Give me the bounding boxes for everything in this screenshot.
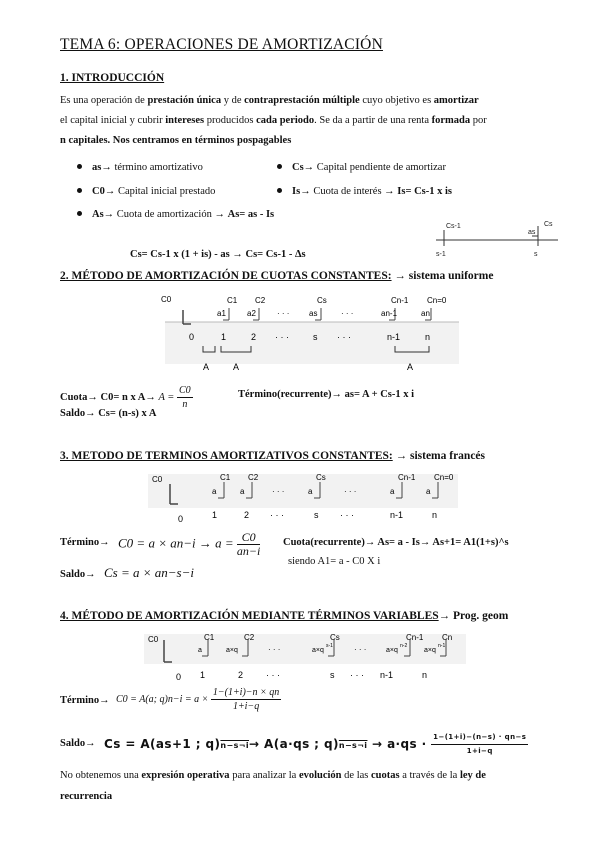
tick-label: n (425, 332, 431, 342)
capital-label: C2 (244, 633, 255, 642)
termino-label: Término→ (60, 537, 110, 548)
bullet-as: as→ término amortizativo (77, 162, 203, 173)
tick-label: n-1 (380, 670, 394, 680)
capital-label: C1 (227, 296, 238, 305)
tick-label: 0 (178, 514, 184, 524)
tick-label: 0 (176, 672, 182, 682)
bullet-icon (277, 188, 282, 193)
cuota-A: A (233, 362, 240, 372)
mini-tick-prev: s-1 (436, 251, 446, 258)
timeline-diagram-uniform (155, 290, 465, 380)
cuota-A: A (203, 362, 210, 372)
mini-a-s: as (528, 229, 536, 236)
final-line-2: recurrencia (60, 791, 113, 802)
term-exp: n-2 (400, 643, 408, 649)
siendo-text: siendo A1= a - C0 X i (288, 556, 381, 567)
term-label: a (240, 487, 245, 496)
intro-line-2: el capital inicial y cubrir intereses producidos cada periodo. Se da a partir de una renta formada por (60, 115, 487, 126)
bullet-is: Is→ Cuota de interés → Is= Cs-1 x is (277, 186, 452, 197)
termino-formula: Término(recurrente)→ as= A + Cs-1 x i (238, 389, 415, 400)
dots: · · · (344, 487, 357, 496)
capital-label: Cn-1 (398, 473, 416, 482)
term-label: a2 (247, 309, 256, 318)
formula-cs: Cs= Cs-1 x (1 + is) - as → Cs= Cs-1 - Δs (130, 249, 306, 260)
capital-label: Cs (316, 473, 326, 482)
section-1-heading: 1. INTRODUCCIÓN (60, 72, 165, 84)
dots: · · · (277, 309, 290, 318)
capital-label: C0 (152, 475, 163, 484)
tick-label: s (314, 510, 319, 520)
tick-label: 1 (221, 332, 227, 342)
saldo-math: Cs = a × an−s−i (104, 565, 194, 580)
cuota-recurrente: Cuota(recurrente)→ As= a - Is→ As+1= A1(1+s)^s (283, 537, 509, 548)
cuota-formula: Cuota→ C0= n x A→ A = $\frac{C0}{n}$ (60, 385, 191, 410)
section-2-heading: 2. MÉTODO DE AMORTIZACIÓN DE CUOTAS CONSTANTES: → sistema uniforme (60, 270, 494, 282)
capital-label: C2 (248, 473, 259, 482)
bullet-c0: C0→ Capital inicial prestado (77, 186, 215, 197)
tick-label: 1 (200, 670, 206, 680)
term-exp: n-1 (438, 643, 446, 649)
term-label: an-1 (381, 309, 398, 318)
tick-label: n (422, 670, 428, 680)
term-label: a (308, 487, 313, 496)
term-label: an (421, 309, 430, 318)
mini-c-prev: Cs-1 (446, 223, 461, 230)
tick-label: 1 (212, 510, 218, 520)
term-label: a×q (312, 647, 324, 654)
dots: · · · (350, 670, 364, 680)
final-line-1: No obtenemos una expresión operativa para analizar la evolución de las cuotas a través de la ley de (60, 770, 486, 781)
capital-label: Cn=0 (434, 473, 454, 482)
timeline-diagram-french (148, 470, 463, 526)
capital-label: Cn=0 (427, 296, 447, 305)
dots: · · · (272, 487, 285, 496)
dots: · · · (340, 510, 354, 520)
bullet-icon (77, 211, 82, 216)
saldo-formula: Saldo→ Cs= (n-s) x A (60, 408, 157, 419)
bullet-cs: Cs→ Capital pendiente de amortizar (277, 162, 446, 173)
term-label: a (212, 487, 217, 496)
dots: · · · (268, 645, 281, 654)
term-label: a×q (424, 647, 436, 654)
section-4-heading: 4. MÉTODO DE AMORTIZACIÓN MEDIANTE TÉRMINOS VARIABLES→ Prog. geom (60, 610, 509, 622)
termino-label: Término→ (60, 695, 110, 706)
mini-timeline-diagram (432, 216, 562, 260)
term-exp: s-1 (326, 643, 333, 649)
timeline-diagram-geometric (140, 630, 470, 686)
tick-label: 2 (238, 670, 244, 680)
term-label: as (309, 309, 318, 318)
termino-math: C0 = a × an−i → a = $\frac{C0}{an-i}$ (118, 530, 261, 558)
term-label: a1 (217, 309, 226, 318)
capital-label: Cs (317, 296, 327, 305)
term-label: a×q (226, 647, 238, 654)
capital-label: C2 (255, 296, 266, 305)
term-label: a (198, 647, 202, 654)
saldo-label: Saldo→ (60, 738, 96, 749)
mini-tick-s: s (534, 251, 538, 258)
dots: · · · (266, 670, 280, 680)
bullet-icon (77, 188, 82, 193)
cuota-A: A (407, 362, 414, 372)
bullet-As: As→ Cuota de amortización → As= as - Is (77, 209, 274, 220)
page-title: TEMA 6: OPERACIONES DE AMORTIZACIÓN (60, 36, 383, 53)
tick-label: 2 (251, 332, 257, 342)
dots: · · · (354, 645, 367, 654)
tick-label: n-1 (390, 510, 404, 520)
capital-label: Cn-1 (406, 633, 424, 642)
termino-math: C0 = A(a; q)n−i = a × $\frac{1-(1+i)-n \times qn}{1+i-q}$ (116, 687, 280, 712)
term-label: a (426, 487, 431, 496)
saldo-handwritten: Cs = A(as+1 ; q)n−s¬i→ A(a·qs ; q)n−s¬i → a·qs · $\frac{1-(1+i)-(n-s) \cdot qn-s}{1+i-q}$ (104, 733, 527, 755)
dots: · · · (341, 309, 354, 318)
bullet-icon (277, 164, 282, 169)
tick-label: n (432, 510, 438, 520)
capital-label: Cn-1 (391, 296, 409, 305)
tick-label: s (313, 332, 318, 342)
capital-label: Cn (442, 633, 453, 642)
term-label: a×q (386, 647, 398, 654)
bullet-icon (77, 164, 82, 169)
dots: · · · (275, 332, 289, 342)
term-label: a (390, 487, 395, 496)
tick-label: n-1 (387, 332, 401, 342)
tick-label: 2 (244, 510, 250, 520)
capital-label: C0 (148, 635, 159, 644)
capital-label: C1 (204, 633, 215, 642)
mini-c-s: Cs (544, 221, 553, 228)
dots: · · · (270, 510, 284, 520)
tick-label: 0 (189, 332, 195, 342)
section-3-heading: 3. METODO DE TERMINOS AMORTIZATIVOS CONSTANTES: → sistema francés (60, 450, 486, 462)
capital-label: C1 (220, 473, 231, 482)
dots: · · · (337, 332, 351, 342)
saldo-label: Saldo→ (60, 569, 96, 580)
capital-label: C0 (161, 295, 172, 304)
capital-label: Cs (330, 633, 340, 642)
intro-line-3: n capitales. Nos centramos en términos pospagables (60, 135, 292, 146)
intro-line-1: Es una operación de prestación única y de contraprestación múltiple cuyo objetivo es amortizar (60, 95, 479, 106)
tick-label: s (330, 670, 335, 680)
